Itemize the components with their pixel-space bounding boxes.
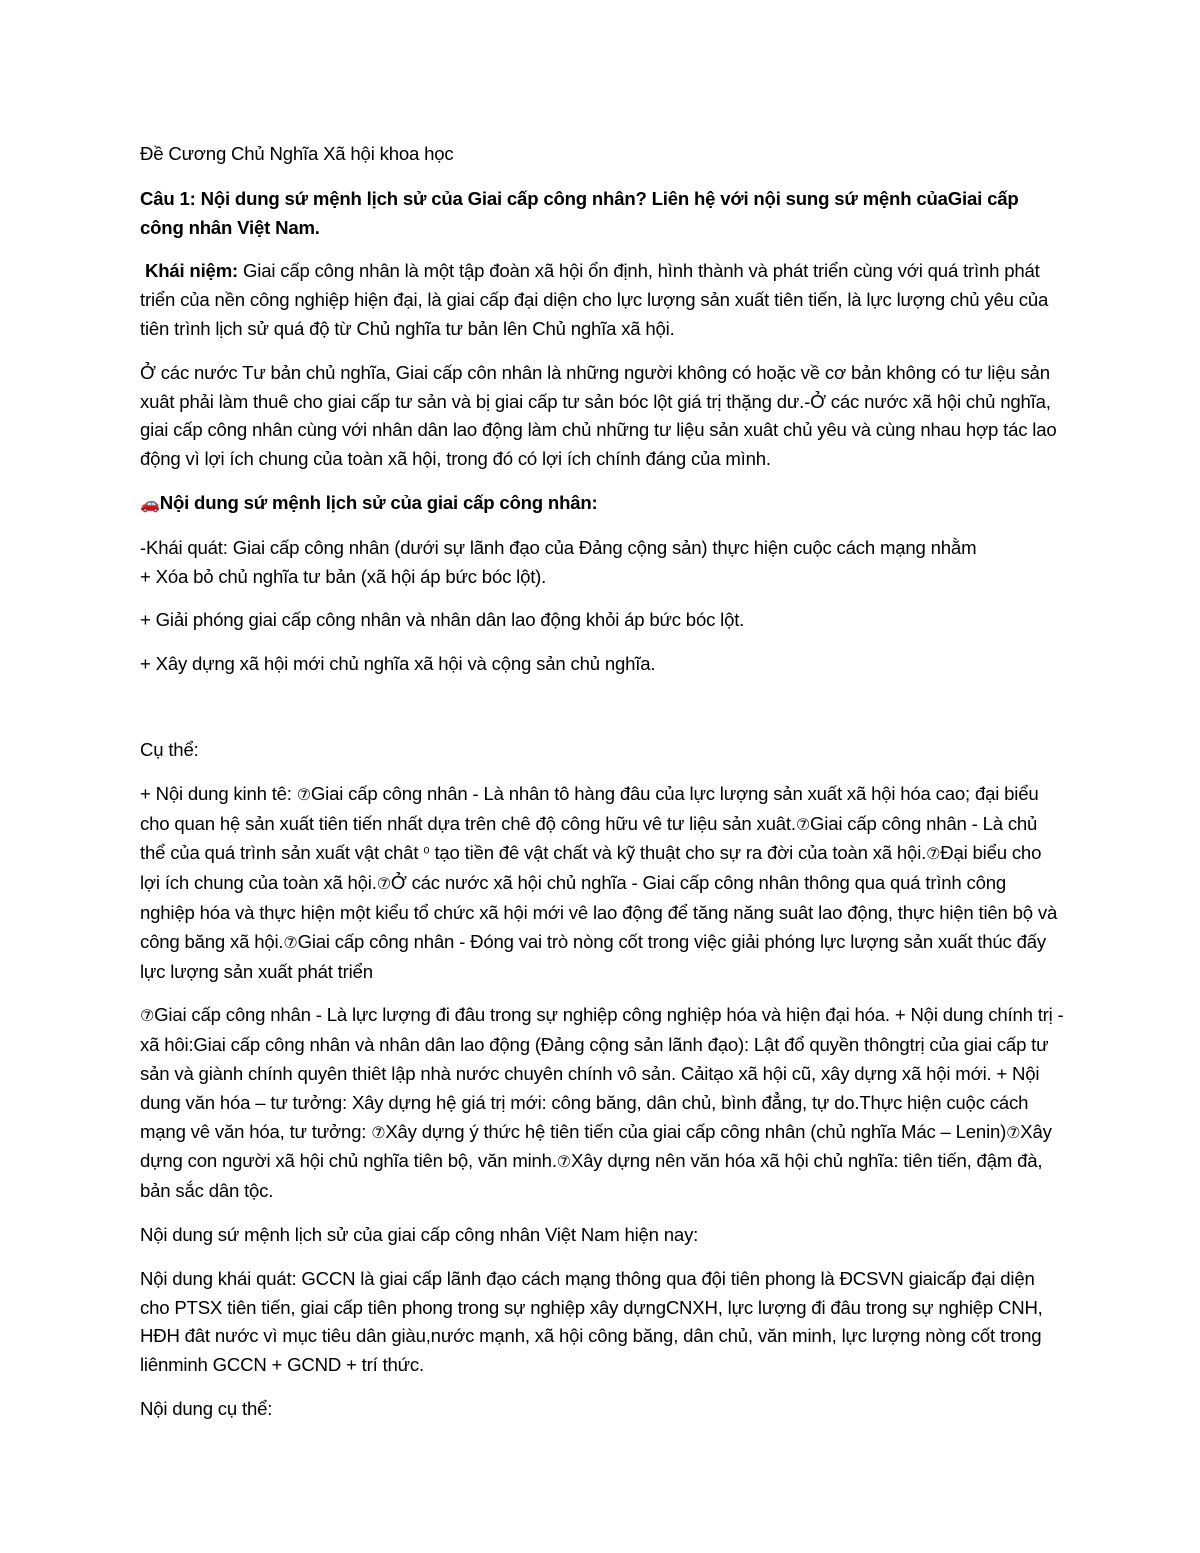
arrow-symbol-icon: ⁰ — [423, 844, 430, 864]
concept-paragraph — [140, 257, 1065, 343]
economic-text-3: tạo tiền đê vật chất và kỹ thuật cho sự ra đời của toàn xã hội. — [429, 842, 927, 864]
circle-symbol-icon: ⑦ — [795, 814, 811, 834]
concept-text: Giai cấp công nhân là một tập đoàn xã hội ổn định, hình thành và phát triển cùng với quá trình phát triển của nền công nghiệp hiện đại, là giai cấp đại diện cho lực lượng sản xuất tiên tiến, là lực lượng chủ yêu của tiên trình lịch sử quá độ từ Chủ nghĩa tư bản lên Chủ nghĩa xã hội. — [140, 260, 1049, 339]
circle-symbol-icon: ⑦ — [371, 1122, 386, 1142]
point-build: + Xây dựng xã hội mới chủ nghĩa xã hội và cộng sản chủ nghĩa. — [140, 653, 656, 675]
economic-text-6: Giai cấp công nhân - Đóng vai trò nòng cốt trong việc giải phóng lực lượng sản xuất thúc đấy lực lượng sản xuất phát triển — [140, 930, 1046, 982]
political-text-2: Xây dựng ý thức hệ tiên tiến của giai cấp công nhân (chủ nghĩa Mác – Lenin) — [385, 1120, 1007, 1142]
political-text-3: Xây dựng con người xã hội chủ nghĩa tiên bộ, văn minh. — [140, 1120, 1052, 1172]
overview-line-1: -Khái quát: Giai cấp công nhân (dưới sự lãnh đạo của Đảng cộng sản) thực hiện cuộc cách mạng nhằm — [140, 536, 977, 558]
car-icon: 🚗 — [140, 493, 160, 513]
political-text-1: Giai cấp công nhân - Là lực lượng đi đâu trong sự nghiệp công nghiệp hóa và hiện đại hóa. + Nội dung chính trị - xã hôi:Giai cấp công nhân và nhân dân lao động (Đảng cộng sản lãnh đạo): Lật đổ quyền thôngtrị của giai cấp tư sản và giành chính quyên thiêt lập nhà nước chuyên chính vô sản. Cảitạo xã hội cũ, xây dựng xã hội mới. + Nội dung văn hóa – tư tưởng: Xây dựng hệ giá trị mới: công băng, dân chủ, bình đẳng, tự do.Thực hiện cuộc cách mạng vê văn hóa, tư tưởng: — [140, 1004, 1064, 1142]
overview-paragraph — [140, 534, 1065, 592]
political-paragraph — [140, 1001, 1065, 1206]
circle-symbol-icon: ⑦ — [376, 874, 391, 894]
economic-text-1: Giai cấp công nhân - Là nhân tô hàng đâu của lực lượng sản xuất xã hội hóa cao; đại biểu cho quan hệ sản xuất tiên tiến nhất dựa trên chê độ công hữu vê tư liệu sản xuât. — [140, 782, 1039, 834]
vn-overview-paragraph: Nội dung khái quát: GCCN là giai cấp lãnh đạo cách mạng thông qua đội tiên phong là ĐCSVN giaicấp đại diện cho PTSX tiên tiến, giai cấp tiên phong trong sự nghiệp xây dựngCNXH, lực lượng đi đâu trong sự nghiệp CNH, HĐH đât nước vì mục tiêu dân giàu,nước mạnh, xã hội công băng, dân chủ, văn minh, lực lượng nòng cốt trong liênminh GCCN + GCND + trí thức. — [140, 1267, 1043, 1376]
circle-symbol-icon: ⑦ — [283, 932, 298, 952]
economic-text-5: Ở các nước xã hội chủ nghĩa - Giai cấp công nhân thông qua quá trình công nghiệp hóa và thực hiện một kiểu tổ chức xã hội mới vê lao động để tăng năng suât lao động, thực hiện tiên bộ và công băng xã hội. — [140, 872, 1058, 952]
economic-lead: + Nội dung kinh tê: — [140, 782, 297, 804]
circle-symbol-icon: ⑦ — [926, 844, 941, 864]
mission-heading — [140, 489, 1065, 519]
circle-symbol-icon: ⑦ — [296, 784, 311, 804]
political-text-4: Xây dựng nên văn hóa xã hội chủ nghĩa: tiên tiến, đậm đà, bản sắc dân tộc. — [140, 1150, 1043, 1202]
economic-text-2: Giai cấp công nhân - Là chủ thể của quá trình sản xuất vật chât — [140, 812, 1038, 864]
overview-line-2: + Xóa bỏ chủ nghĩa tư bản (xã hội áp bức bóc lột). — [140, 565, 547, 587]
circle-symbol-icon: ⑦ — [1006, 1122, 1021, 1142]
capitalist-paragraph: Ở các nước Tư bản chủ nghĩa, Giai cấp côn nhân là những người không có hoặc về cơ bản không có tư liệu sản xuât phải làm thuê cho giai cấp tư sản và bị giai cấp tư sản bóc lột giá trị thặng dư.-Ở các nước xã hội chủ nghĩa, giai cấp công nhân cùng với nhân dân lao động làm chủ những tư liệu sản xuât chủ yêu và cùng nhau hợp tác lao động vì lợi ích chung của toàn xã hội, trong đó có lợi ích chính đáng của mình. — [140, 361, 1057, 470]
mission-heading-text: Nội dung sứ mệnh lịch sử của giai cấp công nhân: — [159, 491, 598, 513]
document-title: Đề Cương Chủ Nghĩa Xã hội khoa học — [140, 143, 454, 164]
specific-label: Cụ thể: — [140, 738, 199, 760]
document-page — [140, 140, 1065, 1439]
vn-heading: Nội dung sứ mệnh lịch sử của giai cấp công nhân Việt Nam hiện nay: — [140, 1223, 699, 1245]
circle-symbol-icon: ⑦ — [140, 1006, 155, 1026]
spacer — [140, 694, 1065, 736]
economic-paragraph — [140, 780, 1065, 987]
circle-symbol-icon: ⑦ — [556, 1152, 571, 1172]
economic-text-4: Đại biểu cho lợi ích chung của toàn xã hội. — [140, 842, 1042, 894]
vn-specific-label: Nội dung cụ thể: — [140, 1397, 273, 1419]
point-liberate: + Giải phóng giai cấp công nhân và nhân dân lao động khỏi áp bức bóc lột. — [140, 609, 745, 631]
question-1-heading: Câu 1: Nội dung sứ mệnh lịch sử của Giai cấp công nhân? Liên hệ với nội sung sứ mệnh củaGiai cấp công nhân Việt Nam. — [140, 187, 1019, 238]
concept-label: Khái niệm: — [144, 260, 239, 282]
